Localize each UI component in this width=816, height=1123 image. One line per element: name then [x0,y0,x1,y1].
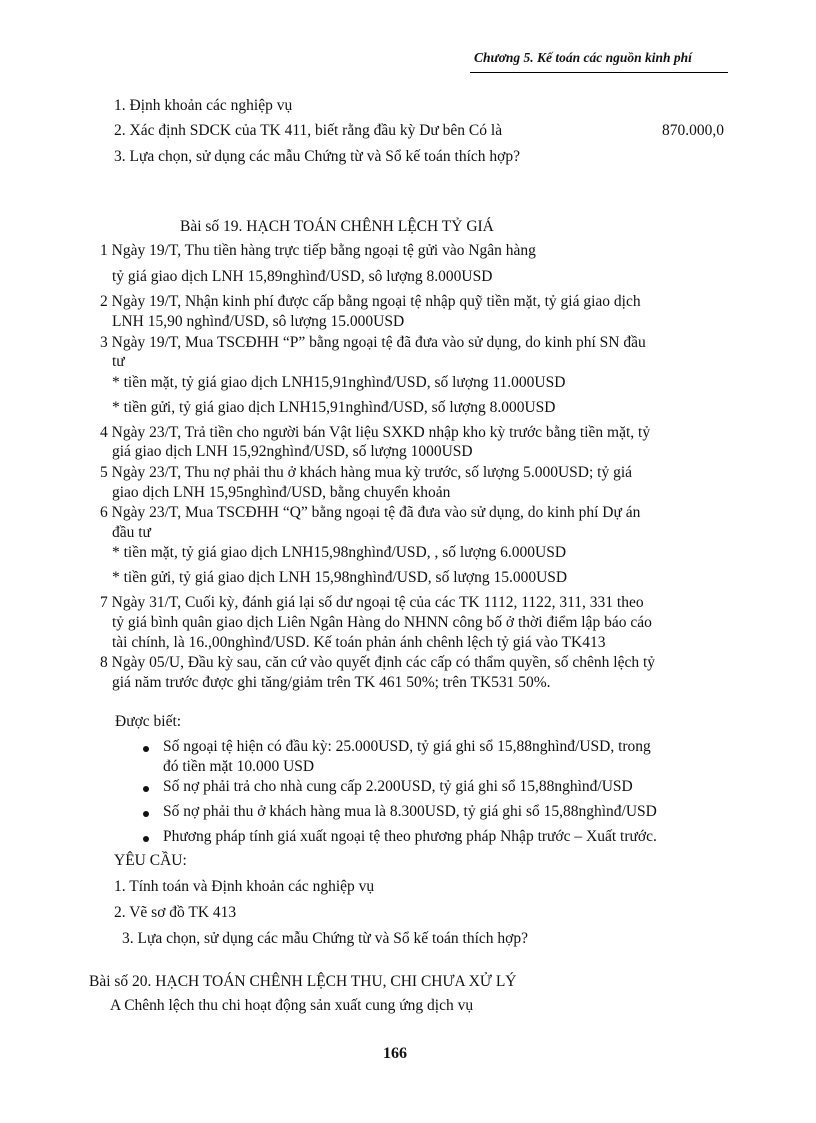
known-item: Số ngoại tệ hiện có đầu kỳ: 25.000USD, tỷ giá ghi sổ 15,88nghìnđ/USD, trong [163,738,651,755]
known-item: đó tiền mặt 10.000 USD [163,758,315,775]
bullet-icon [143,811,149,817]
requirement-item: 2. Vẽ sơ đồ TK 413 [114,904,237,921]
known-item: Số nợ phải trả cho nhà cung cấp 2.200USD, tỷ giá ghi sổ 15,88nghìnđ/USD [163,778,633,795]
ex19-line: giá giao dịch LNH 15,92nghìnđ/USD, số lượng 1000USD [112,443,473,460]
ex19-line: đầu tư [112,524,151,541]
ex19-line: tỷ giá giao dịch LNH 15,89nghìnđ/USD, sô lượng 8.000USD [112,268,493,285]
ex19-line: 6 Ngày 23/T, Mua TSCĐHH “Q” bằng ngoại tệ đã đưa vào sử dụng, do kinh phí Dự án [100,504,641,521]
bullet-icon [143,746,149,752]
ex19-line: 2 Ngày 19/T, Nhận kinh phí được cấp bằng ngoại tệ nhập quỹ tiền mặt, tỷ giá giao dịch [100,293,641,310]
ex19-line: 3 Ngày 19/T, Mua TSCĐHH “P” bằng ngoại tệ đã đưa vào sử dụng, do kinh phí SN đầu [100,334,646,351]
known-item: Phương pháp tính giá xuất ngoại tệ theo phương pháp Nhập trước – Xuất trước. [163,828,657,845]
intro-amount: 870.000,0 [662,122,724,139]
exercise-20-title: Bài số 20. HẠCH TOÁN CHÊNH LỆCH THU, CHI CHƯA XỬ LÝ [89,973,517,990]
ex19-line: tư [112,353,125,370]
requirements-label: YÊU CẦU: [114,852,187,869]
exercise-19-title: Bài số 19. HẠCH TOÁN CHÊNH LỆCH TỶ GIÁ [180,218,494,235]
ex19-line: giao dịch LNH 15,95nghìnđ/USD, bằng chuyển khoản [112,484,451,501]
requirement-item: 3. Lựa chọn, sử dụng các mẫu Chứng từ và Sổ kế toán thích hợp? [122,930,528,947]
bullet-icon [143,836,149,842]
known-label: Được biết: [115,713,182,730]
ex19-line: tỷ giá bình quân giao dịch Liên Ngân Hàng do NHNN công bố ở thời điểm lập báo cáo [112,614,652,631]
ex19-line: 4 Ngày 23/T, Trả tiền cho người bán Vật liệu SXKD nhập kho kỳ trước bằng tiền mặt, tỷ [100,424,651,441]
exercise-20-subtitle: A Chênh lệch thu chi hoạt động sản xuất cung ứng dịch vụ [110,997,474,1014]
ex19-line: * tiền gửi, tỷ giá giao dịch LNH15,91nghìnđ/USD, số lượng 8.000USD [112,399,556,416]
page-number: 166 [383,1045,407,1062]
intro-task-3: 3. Lựa chọn, sử dụng các mẫu Chứng từ và Sổ kế toán thích hợp? [114,148,520,165]
header-rule [470,72,728,73]
bullet-icon [143,786,149,792]
ex19-line: giá năm trước được ghi tăng/giảm trên TK 461 50%; trên TK531 50%. [112,674,551,691]
ex19-line: 7 Ngày 31/T, Cuối kỳ, đánh giá lại số dư ngoại tệ của các TK 1112, 1122, 311, 331 theo [100,594,644,611]
ex19-line: 5 Ngày 23/T, Thu nợ phải thu ở khách hàng mua kỳ trước, số lượng 5.000USD; tỷ giá [100,464,633,481]
chapter-title: Chương 5. Kế toán các nguồn kinh phí [474,50,692,65]
ex19-line: * tiền mặt, tỷ giá giao dịch LNH15,98nghìnđ/USD, , số lượng 6.000USD [112,544,567,561]
ex19-line: 8 Ngày 05/U, Đầu kỳ sau, căn cứ vào quyết định các cấp có thẩm quyền, số chênh lệch tỷ [100,654,656,671]
ex19-line: LNH 15,90 nghìnđ/USD, sô lượng 15.000USD [112,313,405,330]
known-item: Số nợ phải thu ở khách hàng mua là 8.300USD, tỷ giá ghi sổ 15,88nghìnđ/USD [163,803,657,820]
intro-task-2: 2. Xác định SDCK của TK 411, biết rằng đầu kỳ Dư bên Có là [114,122,503,139]
intro-task-1: 1. Định khoản các nghiệp vụ [114,97,293,114]
ex19-line: 1 Ngày 19/T, Thu tiền hàng trực tiếp bằng ngoại tệ gửi vào Ngân hàng [100,242,536,259]
ex19-line: tài chính, là 16.,00nghìnđ/USD. Kế toán phản ánh chênh lệch tỷ giá vào TK413 [112,634,606,651]
ex19-line: * tiền mặt, tỷ giá giao dịch LNH15,91nghìnđ/USD, số lượng 11.000USD [112,374,566,391]
ex19-line: * tiền gửi, tỷ giá giao dịch LNH 15,98nghìnđ/USD, số lượng 15.000USD [112,569,568,586]
requirement-item: 1. Tính toán và Định khoản các nghiệp vụ [114,878,375,895]
